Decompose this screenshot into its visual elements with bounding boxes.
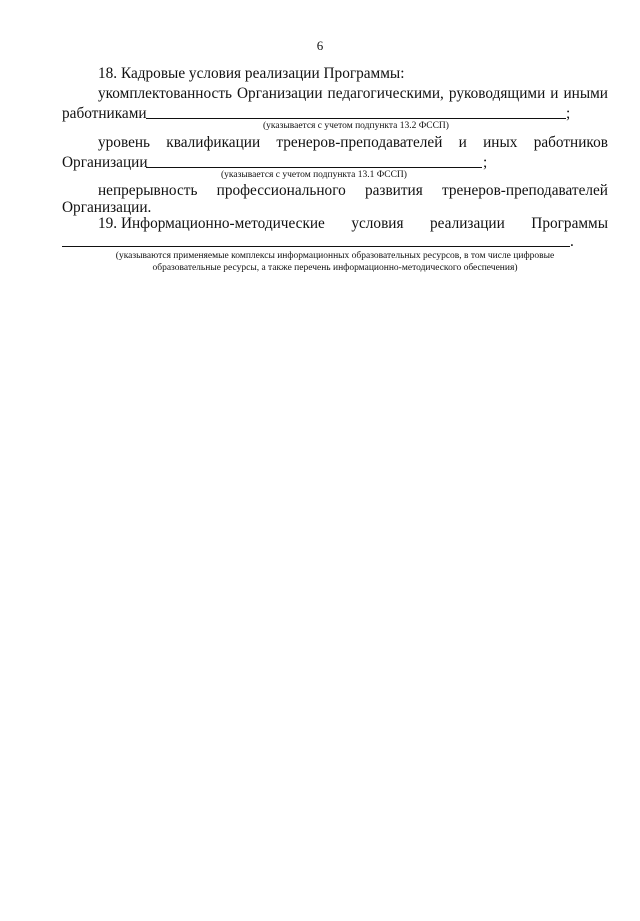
- staffing-caption: (указывается с учетом подпункта 13.2 ФССП): [263, 121, 449, 131]
- information-caption-line-2: образовательные ресурсы, а также перечень информационно-методического обеспечения): [152, 263, 518, 273]
- word: иными: [563, 85, 608, 102]
- word: укомплектованность: [98, 85, 232, 102]
- staffing-label: работниками: [62, 105, 147, 122]
- section-18-heading: 18. Кадровые условия реализации Программы:: [98, 65, 405, 82]
- word: работников: [533, 134, 608, 151]
- qualification-line-1: [98, 133, 608, 153]
- word: иных: [483, 134, 518, 151]
- word: педагогическими,: [327, 85, 444, 102]
- information-caption-line-1: (указываются применяемые комплексы информационных образовательных ресурсов, в том числе цифровые: [115, 251, 555, 261]
- word: реализации: [430, 215, 505, 232]
- word: непрерывность: [98, 182, 198, 199]
- qualification-label: Организации: [62, 154, 148, 171]
- staffing-blank-field[interactable]: [146, 118, 566, 119]
- qualification-line-end: ;: [483, 154, 488, 171]
- development-line-1: [98, 181, 608, 201]
- word: уровень: [98, 134, 151, 151]
- information-line-end: .: [570, 233, 574, 250]
- qualification-blank-field[interactable]: [146, 167, 482, 168]
- word: квалификации: [166, 134, 261, 151]
- development-line-2: Организации.: [62, 199, 152, 216]
- word: Организации: [237, 85, 323, 102]
- word: профессионального: [216, 182, 346, 199]
- page-number: 6: [316, 38, 324, 53]
- word: руководящими: [448, 85, 546, 102]
- word: условия: [351, 215, 404, 232]
- information-blank-field[interactable]: [62, 246, 570, 247]
- word: Программы: [531, 215, 608, 232]
- staffing-line-end: ;: [566, 105, 571, 122]
- qualification-caption: (указывается с учетом подпункта 13.1 ФССП): [221, 170, 407, 180]
- word: тренеров-преподавателей: [276, 134, 443, 151]
- qualification-line-2: [62, 153, 148, 173]
- staffing-line-2: [62, 104, 147, 124]
- word: и: [458, 134, 467, 151]
- section-19-heading: [98, 214, 608, 234]
- word: развития: [364, 182, 423, 199]
- staffing-line-1: [98, 84, 608, 104]
- word: 19. Информационно-методические: [98, 215, 325, 232]
- word: тренеров-преподавателей: [442, 182, 608, 199]
- word: и: [550, 85, 559, 102]
